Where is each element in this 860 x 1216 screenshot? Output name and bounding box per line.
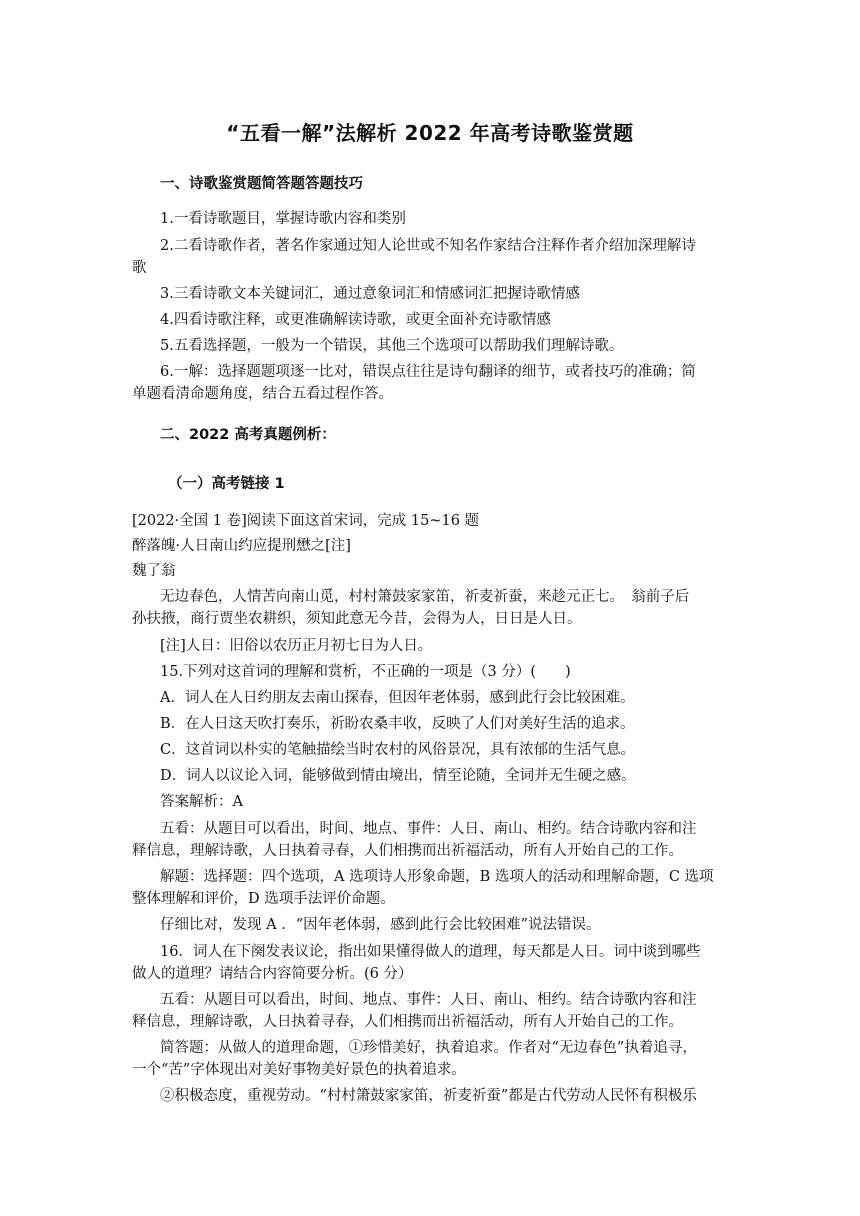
paragraph-line: 解题：选择题：四个选项，A 选项诗人形象命题，B 选项人的活动和理解命题，C 选项 xyxy=(160,869,714,885)
question-15: 15.下列对这首词的理解和赏析，不正确的一项是（3 分）( ) xyxy=(160,664,571,680)
paragraph-line: 6.一解：选择题题项逐一比对，错误点往往是诗句翻译的细节，或者技巧的准确；简 xyxy=(160,364,696,380)
question-16: 做人的道理？请结合内容简要分析。(6 分） xyxy=(132,966,413,982)
paragraph-line: 3.三看诗歌文本关键词汇，通过意象词汇和情感词汇把握诗歌情感 xyxy=(160,286,580,302)
page-title: “五看一解”法解析 2022 年高考诗歌鉴赏题 xyxy=(226,121,634,145)
paragraph-line: 单题看清命题角度，结合五看过程作答。 xyxy=(132,386,393,402)
paragraph-line: 歌 xyxy=(132,260,147,276)
poem-title: 醉落魄·人日南山约应提刑懋之[注] xyxy=(132,538,351,554)
option-b: B．在人日这天吹打奏乐，祈盼农桑丰收，反映了人们对美好生活的追求。 xyxy=(160,716,635,732)
option-a: A．词人在人日约朋友去南山探春，但因年老体弱，感到此行会比较困难。 xyxy=(160,690,635,706)
poem-author: 魏了翁 xyxy=(132,563,176,579)
question-16: 16．词人在下阕发表议论，指出如果懂得做人的道理，每天都是人日。词中谈到哪些 xyxy=(160,944,701,960)
subsection-heading: （一）高考链接 1 xyxy=(168,476,285,492)
answer-line: 答案解析：A xyxy=(160,794,243,810)
paragraph-line: 仔细比对，发现 A ．“因年老体弱，感到此行会比较困难”说法错误。 xyxy=(160,917,601,933)
paragraph-line: 1.一看诗歌题目，掌握诗歌内容和类别 xyxy=(160,211,406,227)
section-heading-2: 二、2022 高考真题例析： xyxy=(160,427,336,443)
paragraph-line: 5.五看选择题，一般为一个错误，其他三个选项可以帮助我们理解诗歌。 xyxy=(160,338,624,354)
paragraph-line: 释信息，理解诗歌，人日执着寻春，人们相携而出祈福活动，所有人开始自己的工作。 xyxy=(132,1014,683,1030)
paragraph-line: 释信息，理解诗歌，人日执着寻春，人们相携而出祈福活动，所有人开始自己的工作。 xyxy=(132,843,683,859)
paragraph-line: 五看：从题目可以看出，时间、地点、事件：人日、南山、相约。结合诗歌内容和注 xyxy=(160,821,697,837)
section-heading-1: 一、诗歌鉴赏题简答题答题技巧 xyxy=(160,176,363,192)
paragraph-line: ②积极态度，重视劳动。“村村箫鼓家家笛，祈麦祈蚕”都是古代劳动人民怀有积极乐 xyxy=(160,1088,697,1104)
paragraph-line: 简答题：从做人的道理命题，①珍惜美好，执着追求。作者对“无边春色”执着追寻， xyxy=(160,1040,697,1056)
paragraph-line: 4.四看诗歌注释，或更准确解读诗歌，或更全面补充诗歌情感 xyxy=(160,312,551,328)
paragraph-line: 整体理解和评价，D 选项手法评价命题。 xyxy=(132,891,395,907)
paragraph-line: 2.二看诗歌作者，著名作家通过知人论世或不知名作家结合注释作者介绍加深理解诗 xyxy=(160,238,696,254)
paragraph-line: [2022·全国 1 卷]阅读下面这首宋词，完成 15~16 题 xyxy=(132,513,480,529)
poem-note: [注]人日：旧俗以农历正月初七日为人日。 xyxy=(160,638,433,654)
option-d: D．词人以议论入词，能够做到情由境出，情至论随，全词并无生硬之感。 xyxy=(160,768,636,784)
poem-line: 孙扶掖，商行贾坐农耕织，须知此意无今昔，会得为人，日日是人日。 xyxy=(132,611,582,627)
poem-line: 无边春色，人情苦向南山觅，村村箫鼓家家笛，祈麦祈蚕，来趁元正七。 翁前子后 xyxy=(160,589,690,605)
paragraph-line: 五看：从题目可以看出，时间、地点、事件：人日、南山、相约。结合诗歌内容和注 xyxy=(160,992,697,1008)
paragraph-line: 一个“苦”字体现出对美好事物美好景色的执着追求。 xyxy=(132,1062,466,1078)
option-c: C．这首词以朴实的笔触描绘当时农村的风俗景况，具有浓郁的生活气息。 xyxy=(160,742,636,758)
